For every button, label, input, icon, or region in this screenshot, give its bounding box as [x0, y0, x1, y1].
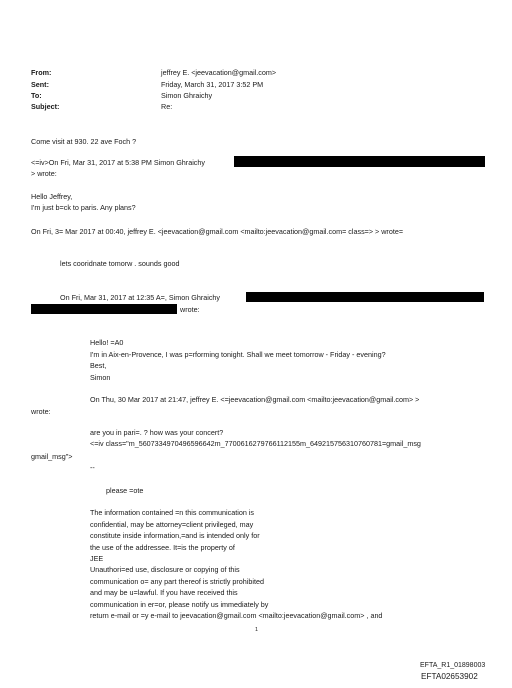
- body-line: lets cooridnate tomorw . sounds good: [60, 259, 180, 268]
- body-line: On Fri, 3= Mar 2017 at 00:40, jeffrey E. <jeevacation@gmail.com <mailto:jeevacation@gmail.com= class=> > wrote=: [31, 227, 404, 236]
- subject-label: Subject:: [31, 102, 60, 111]
- from-label: From:: [31, 68, 52, 77]
- body-line: communication o= any part thereof is strictly prohibited: [90, 577, 264, 586]
- body-line: Hello Jeffrey,: [31, 192, 73, 201]
- sent-label: Sent:: [31, 80, 49, 89]
- body-line: the use of the addressee. It=is the property of: [90, 543, 235, 552]
- body-line: please =ote: [106, 486, 144, 495]
- to-value: Simon Ghraichy: [161, 91, 213, 100]
- body-line: On Thu, 30 Mar 2017 at 21:47, jeffrey E. <=jeevacation@gmail.com <mailto:jeevacation@gmail.com> >: [90, 395, 420, 404]
- to-label: To:: [31, 91, 42, 100]
- body-line: On Fri, Mar 31, 2017 at 12:35 A=, Simon Ghraichy: [60, 293, 221, 302]
- sent-value: Friday, March 31, 2017 3:52 PM: [161, 80, 264, 89]
- body-line: confidential, may be attorney=client privileged, may: [90, 520, 254, 529]
- bates-id-2: EFTA02653902: [421, 672, 478, 681]
- redaction-box: [31, 304, 177, 314]
- body-line: <=iv>On Fri, Mar 31, 2017 at 5:38 PM Simon Ghraichy: [31, 158, 205, 167]
- body-line: wrote:: [180, 305, 200, 314]
- body-line: I'm just b=ck to paris. Any plans?: [31, 203, 136, 212]
- redaction-box: [234, 156, 485, 167]
- body-line: Come visit at 930. 22 ave Foch ?: [31, 137, 137, 146]
- subject-value: Re:: [161, 102, 173, 111]
- body-line: The information contained =n this communication is: [90, 508, 254, 517]
- bates-id-1: EFTA_R1_01898003: [420, 662, 486, 669]
- body-line: <=iv class="m_5607334970496596642m_7700616279766112155m_649215756310760781=gmail_msg: [90, 439, 421, 448]
- body-line: Hello! =A0: [90, 338, 124, 347]
- body-line: Simon: [90, 373, 111, 382]
- body-line: --: [90, 463, 95, 472]
- redaction-box: [246, 292, 484, 302]
- from-value: jeffrey E. <jeevacation@gmail.com>: [161, 68, 277, 77]
- body-line: Best,: [90, 361, 107, 370]
- body-line: wrote:: [31, 407, 51, 416]
- body-line: Unauthori=ed use, disclosure or copying of this: [90, 565, 240, 574]
- body-line: constitute inside information,=and is intended only for: [90, 531, 260, 540]
- body-line: communication in er=or, please notify us immediately by: [90, 600, 269, 609]
- body-line: are you in pari=. ? how was your concert?: [90, 428, 224, 437]
- body-line: > wrote:: [31, 169, 57, 178]
- body-line: return e-mail or =y e-mail to jeevacation@gmail.com <mailto:jeevacation@gmail.com> , and: [90, 611, 383, 620]
- body-line: and may be u=lawful. If you have received this: [90, 588, 238, 597]
- body-line: gmail_msg">: [31, 452, 73, 461]
- body-line: JEE: [90, 554, 104, 563]
- body-line: I'm in Aix-en-Provence, I was p=rforming tonight. Shall we meet tomorrow - Friday - evening?: [90, 350, 386, 359]
- page-number: 1: [255, 627, 259, 633]
